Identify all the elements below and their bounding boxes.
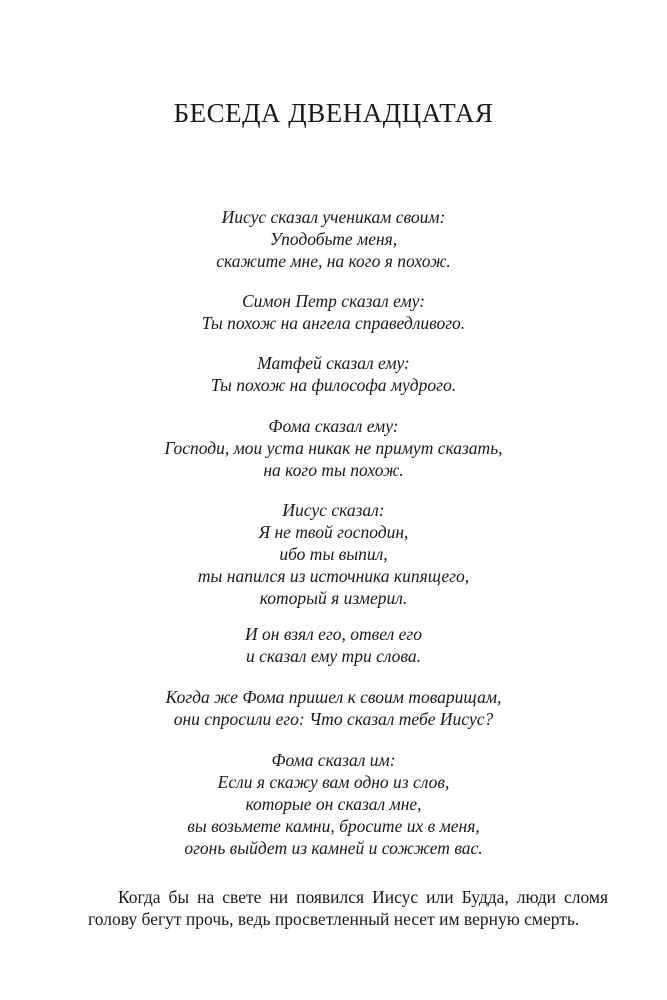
verse-line: Иисус сказал: <box>282 500 385 520</box>
verse-line: на кого ты похож. <box>263 460 404 480</box>
verse-line: И он взял его, отвел его <box>245 624 422 644</box>
verse-line: которые он сказал мне, <box>245 794 422 814</box>
verse-line: Фома сказал им: <box>271 750 396 770</box>
verse-line: Уподобьте меня, <box>269 229 398 249</box>
verse-line: Ты похож на философа мудрого. <box>210 375 457 395</box>
commentary-paragraph <box>88 886 608 930</box>
verse-line: огонь выйдет из камней и сожжет вас. <box>184 838 483 858</box>
verse-line: Я не твой господин, <box>258 522 409 542</box>
verse-line: Матфей сказал ему: <box>257 353 410 373</box>
verse-line: ты напился из источника кипящего, <box>197 566 470 586</box>
verse-line: Фома сказал ему: <box>268 416 399 436</box>
stanza-4 <box>0 415 667 481</box>
verse-line: Ты похож на ангела справедливого. <box>201 313 466 333</box>
verse-line: Симон Петр сказал ему: <box>241 291 426 311</box>
verse-line: вы возьмете камни, бросите их в меня, <box>187 816 480 836</box>
verse-line: и сказал ему три слова. <box>245 646 422 666</box>
stanza-2 <box>0 290 667 334</box>
stanza-3 <box>0 352 667 396</box>
verse-line: ибо ты выпил, <box>279 544 388 564</box>
verse-line: скажите мне, на кого я похож. <box>216 251 451 271</box>
stanza-7 <box>0 686 667 730</box>
verse-line: Если я скажу вам одно из слов, <box>217 772 450 792</box>
verse-line: Когда же Фома пришел к своим товарищам, <box>165 687 502 707</box>
stanza-1 <box>0 206 667 272</box>
verse-line: который я измерил. <box>259 588 408 608</box>
stanza-6 <box>0 623 667 667</box>
page-title: БЕСЕДА ДВЕНАДЦАТАЯ <box>173 98 494 128</box>
verse-line: они спросили его: Что сказал тебе Иисус? <box>173 709 494 729</box>
commentary-line: Когда бы на свете ни появился Иисус или Будда, люди сломя <box>118 887 608 907</box>
stanza-5 <box>0 499 667 609</box>
verse-line: Иисус сказал ученикам своим: <box>221 207 446 227</box>
stanza-8 <box>0 749 667 859</box>
verse-line: Господи, мои уста никак не примут сказать, <box>164 438 503 458</box>
commentary-line: голову бегут прочь, ведь просветленный несет им верную смерть. <box>88 909 580 929</box>
